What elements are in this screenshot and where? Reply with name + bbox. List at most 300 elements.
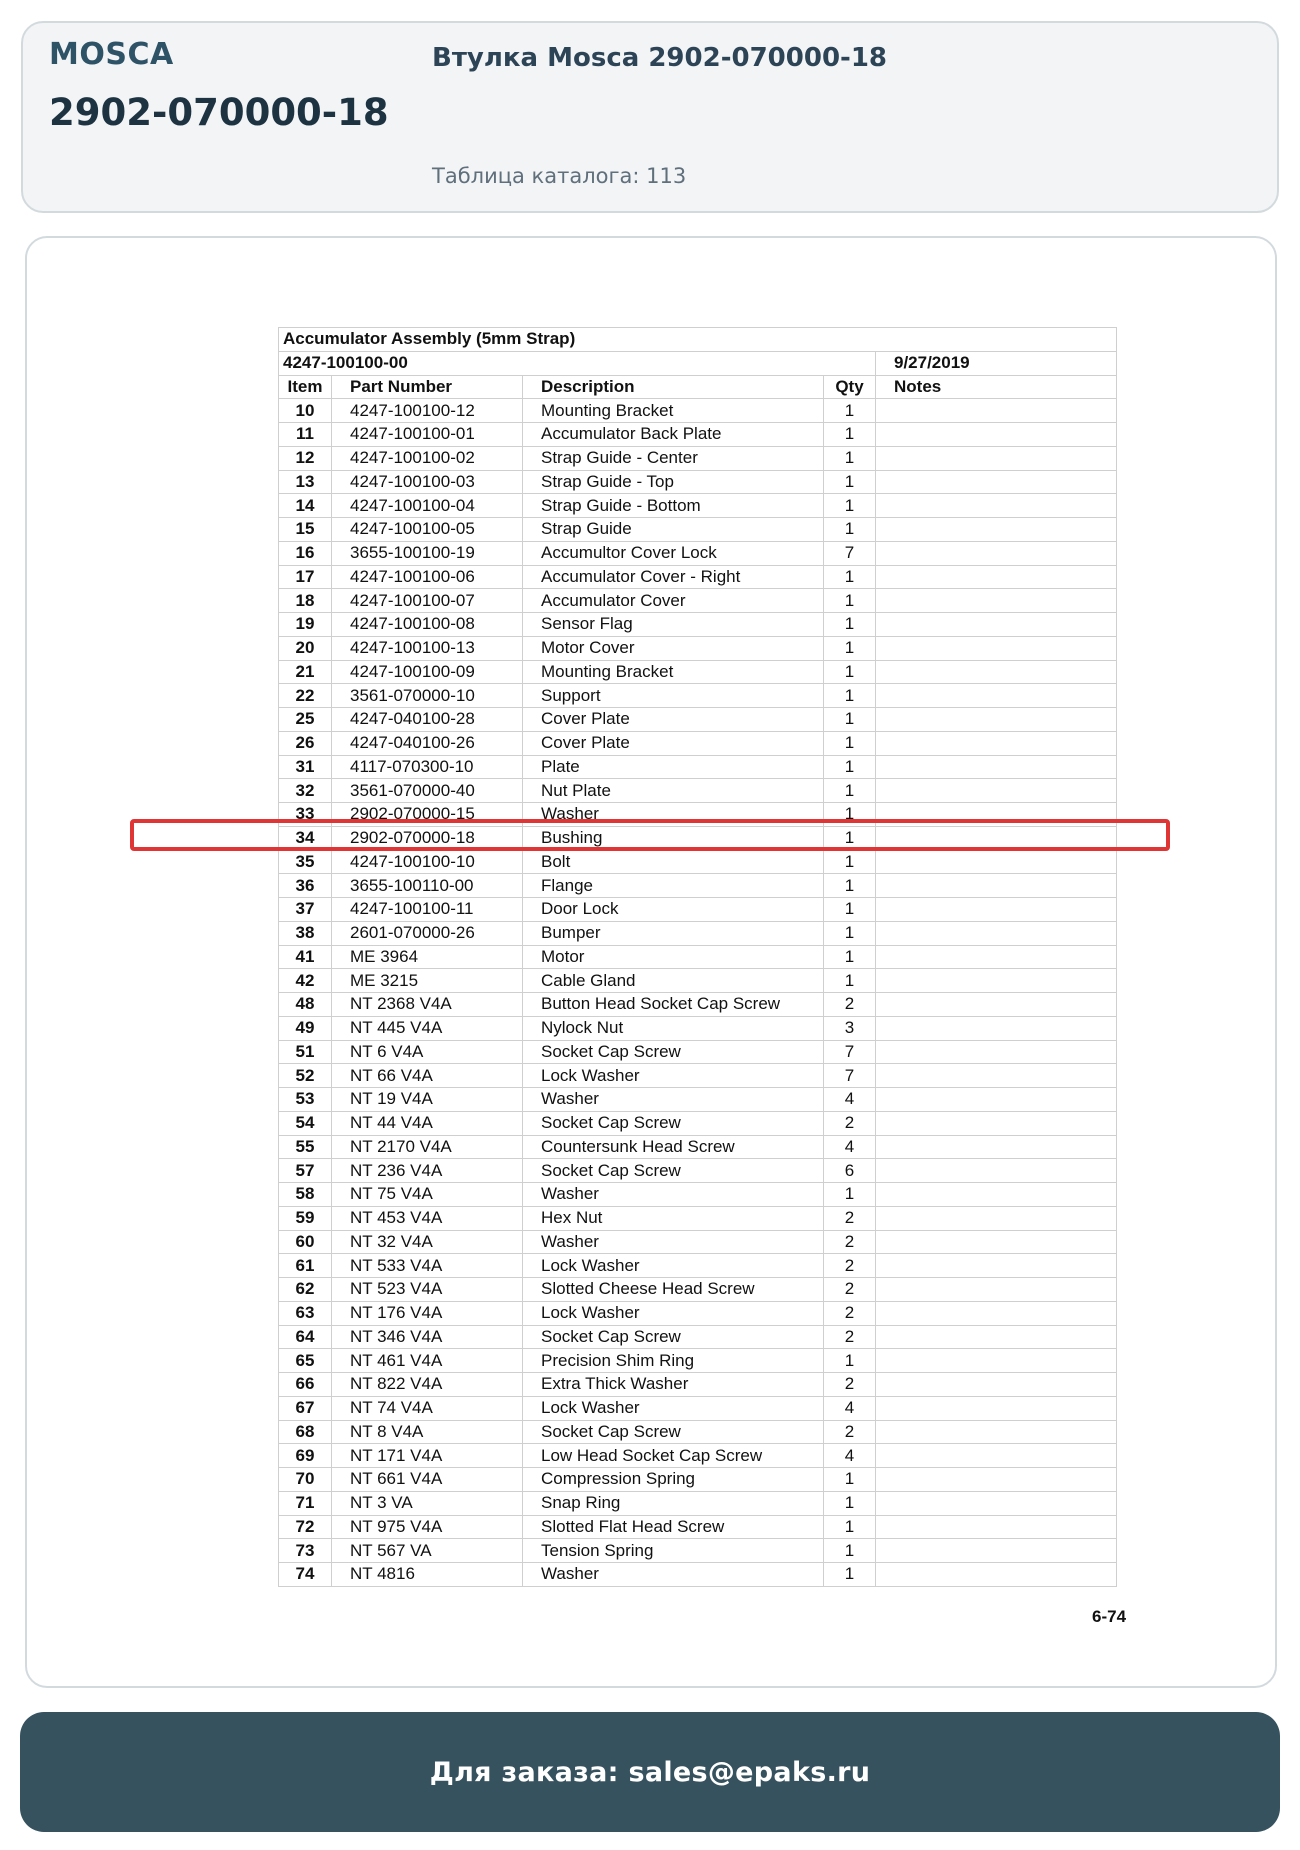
- notes: [876, 874, 1117, 898]
- table-row: [279, 1563, 1117, 1587]
- description: Washer: [523, 1088, 824, 1112]
- part-number: 2601-070000-26: [332, 921, 523, 945]
- notes: [876, 518, 1117, 542]
- part-number: 4247-100100-02: [332, 446, 523, 470]
- table-row: [279, 1064, 1117, 1088]
- order-contact-text: Для заказа: sales@epaks.ru: [429, 1756, 871, 1788]
- part-number: NT 975 V4A: [332, 1515, 523, 1539]
- description: Support: [523, 684, 824, 708]
- item-number: 22: [279, 684, 332, 708]
- description: Strap Guide - Bottom: [523, 494, 824, 518]
- part-number: 4247-100100-13: [332, 636, 523, 660]
- description: Washer: [523, 1230, 824, 1254]
- notes: [876, 565, 1117, 589]
- quantity: 2: [824, 1301, 876, 1325]
- item-number: 36: [279, 874, 332, 898]
- quantity: 1: [824, 850, 876, 874]
- description: Cover Plate: [523, 708, 824, 732]
- item-number: 49: [279, 1016, 332, 1040]
- description: Cover Plate: [523, 731, 824, 755]
- part-number: NT 2368 V4A: [332, 993, 523, 1017]
- description: Slotted Cheese Head Screw: [523, 1278, 824, 1302]
- page-number: 6-74: [1092, 1607, 1127, 1626]
- notes: [876, 1159, 1117, 1183]
- notes: [876, 446, 1117, 470]
- notes: [876, 1396, 1117, 1420]
- description: Cable Gland: [523, 969, 824, 993]
- item-number: 20: [279, 636, 332, 660]
- part-number: 4117-070300-10: [332, 755, 523, 779]
- item-number: 58: [279, 1183, 332, 1207]
- product-header-card: [21, 21, 1279, 213]
- description: Button Head Socket Cap Screw: [523, 993, 824, 1017]
- item-number: 32: [279, 779, 332, 803]
- quantity: 1: [824, 446, 876, 470]
- table-row: [279, 755, 1117, 779]
- quantity: 1: [824, 636, 876, 660]
- part-number-heading: 2902-070000-18: [49, 91, 389, 134]
- description: Mounting Bracket: [523, 660, 824, 684]
- notes: [876, 1016, 1117, 1040]
- quantity: 1: [824, 779, 876, 803]
- quantity: 6: [824, 1159, 876, 1183]
- description: Snap Ring: [523, 1491, 824, 1515]
- description: Socket Cap Screw: [523, 1040, 824, 1064]
- notes: [876, 921, 1117, 945]
- part-number: NT 4816: [332, 1563, 523, 1587]
- part-number: NT 32 V4A: [332, 1230, 523, 1254]
- item-number: 48: [279, 993, 332, 1017]
- notes: [876, 945, 1117, 969]
- notes: [876, 684, 1117, 708]
- item-number: 38: [279, 921, 332, 945]
- item-number: 60: [279, 1230, 332, 1254]
- table-row: [279, 1159, 1117, 1183]
- assembly-title: Accumulator Assembly (5mm Strap): [279, 328, 1117, 352]
- quantity: 1: [824, 518, 876, 542]
- quantity: 1: [824, 1491, 876, 1515]
- quantity: 4: [824, 1444, 876, 1468]
- brand-name: MOSCA: [49, 37, 174, 72]
- notes: [876, 613, 1117, 637]
- item-number: 54: [279, 1111, 332, 1135]
- description: Sensor Flag: [523, 613, 824, 637]
- table-row: [279, 1254, 1117, 1278]
- item-number: 31: [279, 755, 332, 779]
- description: Lock Washer: [523, 1254, 824, 1278]
- description: Slotted Flat Head Screw: [523, 1515, 824, 1539]
- table-row: [279, 803, 1117, 827]
- assembly-number-row: [279, 351, 1117, 375]
- table-row: [279, 1301, 1117, 1325]
- quantity: 1: [824, 826, 876, 850]
- table-row: [279, 1491, 1117, 1515]
- quantity: 1: [824, 921, 876, 945]
- notes: [876, 1444, 1117, 1468]
- item-number: 65: [279, 1349, 332, 1373]
- item-number: 13: [279, 470, 332, 494]
- quantity: 1: [824, 755, 876, 779]
- table-row: [279, 636, 1117, 660]
- part-number: 4247-100100-05: [332, 518, 523, 542]
- part-number: NT 533 V4A: [332, 1254, 523, 1278]
- notes: [876, 1064, 1117, 1088]
- part-number: NT 453 V4A: [332, 1206, 523, 1230]
- part-number: NT 75 V4A: [332, 1183, 523, 1207]
- table-row: [279, 708, 1117, 732]
- part-number: NT 176 V4A: [332, 1301, 523, 1325]
- part-number: NT 822 V4A: [332, 1373, 523, 1397]
- notes: [876, 1040, 1117, 1064]
- notes: [876, 660, 1117, 684]
- notes: [876, 494, 1117, 518]
- part-number: 4247-100100-09: [332, 660, 523, 684]
- part-number: 4247-100100-07: [332, 589, 523, 613]
- item-number: 73: [279, 1539, 332, 1563]
- item-number: 37: [279, 898, 332, 922]
- column-header-item: Item: [279, 375, 332, 399]
- part-number: 4247-040100-28: [332, 708, 523, 732]
- table-row: [279, 1539, 1117, 1563]
- catalog-table-reference: Таблица каталога: 113: [432, 164, 687, 188]
- quantity: 1: [824, 494, 876, 518]
- notes: [876, 1278, 1117, 1302]
- table-row: [279, 684, 1117, 708]
- description: Precision Shim Ring: [523, 1349, 824, 1373]
- notes: [876, 1563, 1117, 1587]
- column-header-qty: Qty: [824, 375, 876, 399]
- description: Tension Spring: [523, 1539, 824, 1563]
- part-number: NT 44 V4A: [332, 1111, 523, 1135]
- table-header-row: [279, 375, 1117, 399]
- quantity: 2: [824, 993, 876, 1017]
- quantity: 1: [824, 660, 876, 684]
- notes: [876, 1325, 1117, 1349]
- table-row: [279, 1278, 1117, 1302]
- table-row: [279, 494, 1117, 518]
- table-row-highlighted: [279, 826, 1117, 850]
- notes: [876, 1206, 1117, 1230]
- table-row: [279, 969, 1117, 993]
- table-row: [279, 1349, 1117, 1373]
- notes: [876, 636, 1117, 660]
- description: Bumper: [523, 921, 824, 945]
- part-number: NT 6 V4A: [332, 1040, 523, 1064]
- description: Accumulator Cover: [523, 589, 824, 613]
- quantity: 1: [824, 708, 876, 732]
- quantity: 2: [824, 1325, 876, 1349]
- table-row: [279, 921, 1117, 945]
- notes: [876, 1515, 1117, 1539]
- notes: [876, 1183, 1117, 1207]
- description: Accumultor Cover Lock: [523, 541, 824, 565]
- quantity: 1: [824, 1468, 876, 1492]
- quantity: 1: [824, 874, 876, 898]
- item-number: 17: [279, 565, 332, 589]
- quantity: 4: [824, 1088, 876, 1112]
- notes: [876, 755, 1117, 779]
- notes: [876, 1420, 1117, 1444]
- description: Strap Guide - Top: [523, 470, 824, 494]
- assembly-number: 4247-100100-00: [279, 351, 876, 375]
- item-number: 63: [279, 1301, 332, 1325]
- table-row: [279, 565, 1117, 589]
- description: Nut Plate: [523, 779, 824, 803]
- part-number: 3561-070000-40: [332, 779, 523, 803]
- quantity: 2: [824, 1278, 876, 1302]
- quantity: 1: [824, 565, 876, 589]
- table-row: [279, 1420, 1117, 1444]
- quantity: 2: [824, 1420, 876, 1444]
- description: Socket Cap Screw: [523, 1420, 824, 1444]
- quantity: 1: [824, 1515, 876, 1539]
- description: Washer: [523, 1183, 824, 1207]
- table-row: [279, 1325, 1117, 1349]
- item-number: 68: [279, 1420, 332, 1444]
- item-number: 51: [279, 1040, 332, 1064]
- notes: [876, 1135, 1117, 1159]
- part-number: NT 19 V4A: [332, 1088, 523, 1112]
- notes: [876, 589, 1117, 613]
- quantity: 1: [824, 613, 876, 637]
- item-number: 14: [279, 494, 332, 518]
- table-row: [279, 1444, 1117, 1468]
- description: Motor: [523, 945, 824, 969]
- item-number: 61: [279, 1254, 332, 1278]
- description: Socket Cap Screw: [523, 1159, 824, 1183]
- part-number: 3655-100110-00: [332, 874, 523, 898]
- notes: [876, 803, 1117, 827]
- notes: [876, 399, 1117, 423]
- table-row: [279, 993, 1117, 1017]
- table-row: [279, 446, 1117, 470]
- part-number: NT 74 V4A: [332, 1396, 523, 1420]
- part-number: 4247-100100-06: [332, 565, 523, 589]
- part-number: 4247-100100-08: [332, 613, 523, 637]
- item-number: 59: [279, 1206, 332, 1230]
- quantity: 7: [824, 1040, 876, 1064]
- quantity: 1: [824, 470, 876, 494]
- table-row: [279, 589, 1117, 613]
- notes: [876, 708, 1117, 732]
- item-number: 69: [279, 1444, 332, 1468]
- description: Bolt: [523, 850, 824, 874]
- description: Nylock Nut: [523, 1016, 824, 1040]
- notes: [876, 1491, 1117, 1515]
- description: Motor Cover: [523, 636, 824, 660]
- description: Strap Guide - Center: [523, 446, 824, 470]
- part-number: NT 523 V4A: [332, 1278, 523, 1302]
- quantity: 1: [824, 589, 876, 613]
- table-row: [279, 1396, 1117, 1420]
- table-row: [279, 898, 1117, 922]
- part-number: 4247-100100-03: [332, 470, 523, 494]
- table-row: [279, 613, 1117, 637]
- description: Countersunk Head Screw: [523, 1135, 824, 1159]
- table-row: [279, 518, 1117, 542]
- notes: [876, 541, 1117, 565]
- part-number: 4247-040100-26: [332, 731, 523, 755]
- column-header-description: Description: [523, 375, 824, 399]
- table-row: [279, 731, 1117, 755]
- table-row: [279, 1373, 1117, 1397]
- table-row: [279, 1468, 1117, 1492]
- quantity: 7: [824, 1064, 876, 1088]
- table-row: [279, 1016, 1117, 1040]
- item-number: 10: [279, 399, 332, 423]
- parts-list-table: [278, 327, 1117, 1587]
- table-row: [279, 1135, 1117, 1159]
- item-number: 64: [279, 1325, 332, 1349]
- item-number: 67: [279, 1396, 332, 1420]
- notes: [876, 969, 1117, 993]
- table-row: [279, 541, 1117, 565]
- assembly-title-row: [279, 328, 1117, 352]
- description: Mounting Bracket: [523, 399, 824, 423]
- item-number: 26: [279, 731, 332, 755]
- item-number: 66: [279, 1373, 332, 1397]
- quantity: 2: [824, 1111, 876, 1135]
- quantity: 1: [824, 898, 876, 922]
- part-number: ME 3964: [332, 945, 523, 969]
- table-row: [279, 1206, 1117, 1230]
- notes: [876, 850, 1117, 874]
- description: Lock Washer: [523, 1301, 824, 1325]
- description: Lock Washer: [523, 1064, 824, 1088]
- quantity: 1: [824, 1183, 876, 1207]
- table-row: [279, 850, 1117, 874]
- quantity: 2: [824, 1254, 876, 1278]
- item-number: 52: [279, 1064, 332, 1088]
- description: Low Head Socket Cap Screw: [523, 1444, 824, 1468]
- table-row: [279, 470, 1117, 494]
- description: Washer: [523, 1563, 824, 1587]
- column-header-notes: Notes: [876, 375, 1117, 399]
- description: Extra Thick Washer: [523, 1373, 824, 1397]
- notes: [876, 731, 1117, 755]
- table-row: [279, 423, 1117, 447]
- description: Accumulator Back Plate: [523, 423, 824, 447]
- notes: [876, 423, 1117, 447]
- part-number: 4247-100100-10: [332, 850, 523, 874]
- part-number: NT 461 V4A: [332, 1349, 523, 1373]
- description: Plate: [523, 755, 824, 779]
- part-number: NT 66 V4A: [332, 1064, 523, 1088]
- description: Door Lock: [523, 898, 824, 922]
- item-number: 35: [279, 850, 332, 874]
- notes: [876, 1349, 1117, 1373]
- table-row: [279, 1111, 1117, 1135]
- quantity: 2: [824, 1373, 876, 1397]
- quantity: 7: [824, 541, 876, 565]
- part-number: NT 236 V4A: [332, 1159, 523, 1183]
- quantity: 1: [824, 1349, 876, 1373]
- notes: [876, 1088, 1117, 1112]
- column-header-part-number: Part Number: [332, 375, 523, 399]
- part-number: ME 3215: [332, 969, 523, 993]
- quantity: 3: [824, 1016, 876, 1040]
- quantity: 1: [824, 803, 876, 827]
- quantity: 2: [824, 1206, 876, 1230]
- part-number: 4247-100100-11: [332, 898, 523, 922]
- part-number: NT 445 V4A: [332, 1016, 523, 1040]
- quantity: 1: [824, 1563, 876, 1587]
- notes: [876, 470, 1117, 494]
- part-number: 2902-070000-18: [332, 826, 523, 850]
- quantity: 4: [824, 1135, 876, 1159]
- item-number: 11: [279, 423, 332, 447]
- table-row: [279, 399, 1117, 423]
- table-row: [279, 779, 1117, 803]
- item-number: 16: [279, 541, 332, 565]
- quantity: 1: [824, 684, 876, 708]
- description: Washer: [523, 803, 824, 827]
- part-number: NT 567 VA: [332, 1539, 523, 1563]
- notes: [876, 898, 1117, 922]
- notes: [876, 779, 1117, 803]
- table-row: [279, 945, 1117, 969]
- table-row: [279, 1230, 1117, 1254]
- item-number: 19: [279, 613, 332, 637]
- part-number: 4247-100100-12: [332, 399, 523, 423]
- description: Socket Cap Screw: [523, 1111, 824, 1135]
- description: Flange: [523, 874, 824, 898]
- part-number: NT 346 V4A: [332, 1325, 523, 1349]
- document-date: 9/27/2019: [876, 351, 1117, 375]
- item-number: 41: [279, 945, 332, 969]
- table-row: [279, 874, 1117, 898]
- quantity: 1: [824, 731, 876, 755]
- quantity: 1: [824, 969, 876, 993]
- part-number: NT 661 V4A: [332, 1468, 523, 1492]
- table-row: [279, 1183, 1117, 1207]
- notes: [876, 1539, 1117, 1563]
- part-number: 4247-100100-01: [332, 423, 523, 447]
- part-number: 2902-070000-15: [332, 803, 523, 827]
- part-number: 3561-070000-10: [332, 684, 523, 708]
- notes: [876, 826, 1117, 850]
- item-number: 53: [279, 1088, 332, 1112]
- description: Socket Cap Screw: [523, 1325, 824, 1349]
- quantity: 1: [824, 1539, 876, 1563]
- product-title: Втулка Mosca 2902-070000-18: [432, 43, 888, 73]
- part-number: 3655-100100-19: [332, 541, 523, 565]
- description: Compression Spring: [523, 1468, 824, 1492]
- table-row: [279, 1040, 1117, 1064]
- item-number: 57: [279, 1159, 332, 1183]
- item-number: 15: [279, 518, 332, 542]
- item-number: 34: [279, 826, 332, 850]
- description: Accumulator Cover - Right: [523, 565, 824, 589]
- notes: [876, 993, 1117, 1017]
- notes: [876, 1468, 1117, 1492]
- part-number: NT 171 V4A: [332, 1444, 523, 1468]
- order-contact-banner: [20, 1712, 1280, 1832]
- notes: [876, 1254, 1117, 1278]
- description: Lock Washer: [523, 1396, 824, 1420]
- item-number: 55: [279, 1135, 332, 1159]
- notes: [876, 1230, 1117, 1254]
- quantity: 1: [824, 945, 876, 969]
- notes: [876, 1373, 1117, 1397]
- item-number: 33: [279, 803, 332, 827]
- item-number: 72: [279, 1515, 332, 1539]
- part-number: NT 8 V4A: [332, 1420, 523, 1444]
- item-number: 70: [279, 1468, 332, 1492]
- quantity: 2: [824, 1230, 876, 1254]
- part-number: NT 2170 V4A: [332, 1135, 523, 1159]
- item-number: 21: [279, 660, 332, 684]
